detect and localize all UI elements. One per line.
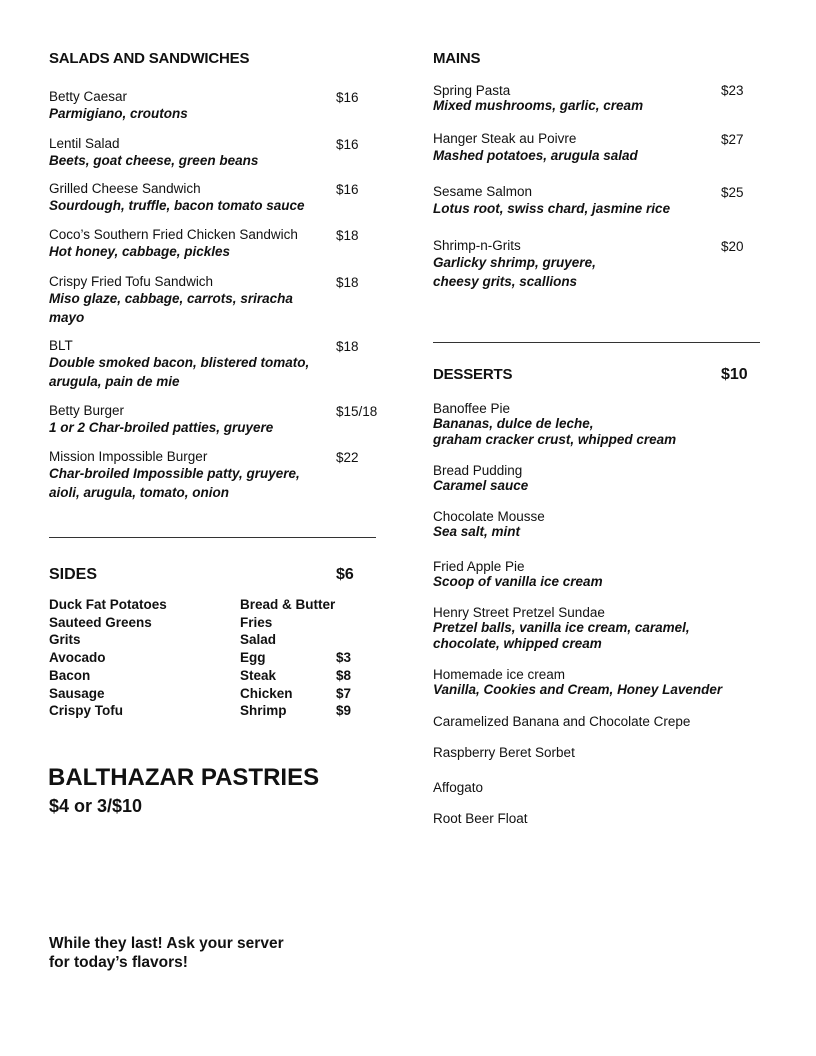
side-item: Crispy Tofu — [49, 703, 123, 719]
dessert-item — [433, 509, 753, 540]
menu-item — [433, 83, 713, 114]
item-description: Lotus root, swiss chard, jasmine rice — [433, 201, 671, 216]
item-name: Grilled Cheese Sandwich — [49, 181, 201, 196]
item-price: $20 — [721, 239, 744, 254]
side-item: Sauteed Greens — [49, 614, 152, 630]
side-item: Duck Fat Potatoes — [49, 597, 167, 612]
side-price: $9 — [336, 703, 352, 719]
side-item: Fries — [240, 614, 273, 630]
item-description: chocolate, whipped cream — [433, 636, 602, 651]
item-description: Bananas, dulce de leche, — [433, 416, 594, 431]
dessert-item — [433, 401, 753, 448]
item-description: cheesy grits, scallions — [433, 274, 578, 289]
item-price: $25 — [721, 185, 744, 200]
item-description: Caramel sauce — [433, 478, 529, 493]
sides-list-right — [240, 596, 335, 720]
mains-heading: MAINS — [433, 50, 481, 67]
item-name: BLT — [49, 338, 73, 353]
item-name: Shrimp-n-Grits — [433, 238, 521, 253]
sides-price: $6 — [336, 566, 354, 583]
item-description: graham cracker crust, whipped cream — [433, 432, 677, 447]
divider — [433, 342, 760, 343]
side-price: $8 — [336, 667, 352, 683]
item-name: Henry Street Pretzel Sundae — [433, 605, 605, 620]
side-item: Steak — [240, 667, 277, 683]
item-name: Spring Pasta — [433, 83, 511, 98]
item-description: Sourdough, truffle, bacon tomato sauce — [49, 198, 305, 213]
salads-heading: SALADS AND SANDWICHES — [49, 50, 250, 67]
menu-item — [433, 184, 713, 218]
item-description: Vanilla, Cookies and Cream, Honey Lavender — [433, 682, 723, 697]
item-price: $16 — [336, 182, 359, 197]
item-description: Mashed potatoes, arugula salad — [433, 148, 638, 163]
sides-heading: SIDES — [49, 566, 98, 583]
side-item: Avocado — [49, 650, 106, 666]
dessert-item: Raspberry Beret Sorbet — [433, 745, 575, 760]
side-price — [336, 631, 376, 649]
side-item: Shrimp — [240, 703, 287, 719]
item-price: $15/18 — [336, 404, 378, 419]
menu-item — [433, 238, 713, 291]
menu-item — [49, 274, 319, 327]
item-name: Lentil Salad — [49, 136, 120, 151]
item-description: Beets, goat cheese, green beans — [49, 153, 259, 168]
item-description: Garlicky shrimp, gruyere, — [433, 255, 596, 270]
menu-item — [49, 181, 349, 215]
item-description: Double smoked bacon, blistered tomato, arugula, pain de mie — [49, 355, 310, 389]
pastries-title: BALTHAZAR PASTRIES — [48, 764, 320, 791]
item-price: $27 — [721, 132, 744, 147]
item-description: Sea salt, mint — [433, 524, 521, 539]
item-name: Banoffee Pie — [433, 401, 511, 416]
item-name: Sesame Salmon — [433, 184, 533, 199]
dessert-item — [433, 463, 753, 494]
menu-item — [49, 449, 324, 502]
item-name: Homemade ice cream — [433, 667, 566, 682]
side-price: $3 — [336, 650, 352, 666]
item-name: Chocolate Mousse — [433, 509, 545, 524]
dessert-item — [433, 559, 753, 590]
pastries-note-line: While they last! Ask your server — [49, 935, 284, 952]
sides-price-list — [336, 596, 376, 720]
item-price: $16 — [336, 90, 359, 105]
side-item: Bacon — [49, 667, 91, 683]
item-description: Hot honey, cabbage, pickles — [49, 244, 231, 259]
item-description: Mixed mushrooms, garlic, cream — [433, 98, 644, 113]
item-name: Betty Burger — [49, 403, 125, 418]
item-name: Betty Caesar — [49, 89, 128, 104]
side-item: Sausage — [49, 685, 105, 701]
pastries-note — [49, 934, 284, 972]
sides-list-left — [49, 596, 229, 720]
pastries-price: $4 or 3/$10 — [49, 796, 143, 816]
item-price: $18 — [336, 228, 359, 243]
dessert-item: Caramelized Banana and Chocolate Crepe — [433, 714, 691, 729]
side-price: $7 — [336, 685, 352, 701]
dessert-item — [433, 605, 763, 652]
menu-item — [49, 136, 349, 170]
menu-item — [49, 403, 349, 437]
side-item: Salad — [240, 632, 277, 648]
side-item: Egg — [240, 650, 266, 666]
item-price: $16 — [336, 137, 359, 152]
pastries-note-line: for today’s flavors! — [49, 954, 188, 971]
item-name: Bread Pudding — [433, 463, 523, 478]
side-price — [336, 596, 376, 614]
menu-item — [433, 131, 713, 165]
item-description: Parmigiano, croutons — [49, 106, 188, 121]
dessert-item: Root Beer Float — [433, 811, 528, 826]
side-item: Chicken — [240, 685, 293, 701]
menu-item — [49, 227, 349, 261]
side-item: Grits — [49, 632, 81, 648]
desserts-heading: DESSERTS — [433, 366, 513, 383]
item-name: Hanger Steak au Poivre — [433, 131, 577, 146]
item-price: $23 — [721, 83, 744, 98]
item-price: $22 — [336, 450, 359, 465]
item-price: $18 — [336, 339, 359, 354]
item-name: Coco’s Southern Fried Chicken Sandwich — [49, 227, 298, 242]
item-name: Crispy Fried Tofu Sandwich — [49, 274, 214, 289]
item-name: Mission Impossible Burger — [49, 449, 208, 464]
item-name: Fried Apple Pie — [433, 559, 525, 574]
menu-item — [49, 89, 349, 123]
dessert-item — [433, 667, 773, 698]
item-description: Miso glaze, cabbage, carrots, sriracha mayo — [49, 291, 293, 325]
desserts-price: $10 — [721, 366, 748, 383]
item-description: Pretzel balls, vanilla ice cream, caramel, — [433, 620, 690, 635]
dessert-item: Affogato — [433, 780, 484, 795]
divider — [49, 537, 376, 538]
item-price: $18 — [336, 275, 359, 290]
item-description: 1 or 2 Char-broiled patties, gruyere — [49, 420, 274, 435]
side-item: Bread & Butter — [240, 597, 336, 612]
menu-item — [49, 338, 329, 391]
item-description: Char-broiled Impossible patty, gruyere, aioli, arugula, tomato, onion — [49, 466, 300, 500]
side-price — [336, 614, 376, 632]
item-description: Scoop of vanilla ice cream — [433, 574, 603, 589]
